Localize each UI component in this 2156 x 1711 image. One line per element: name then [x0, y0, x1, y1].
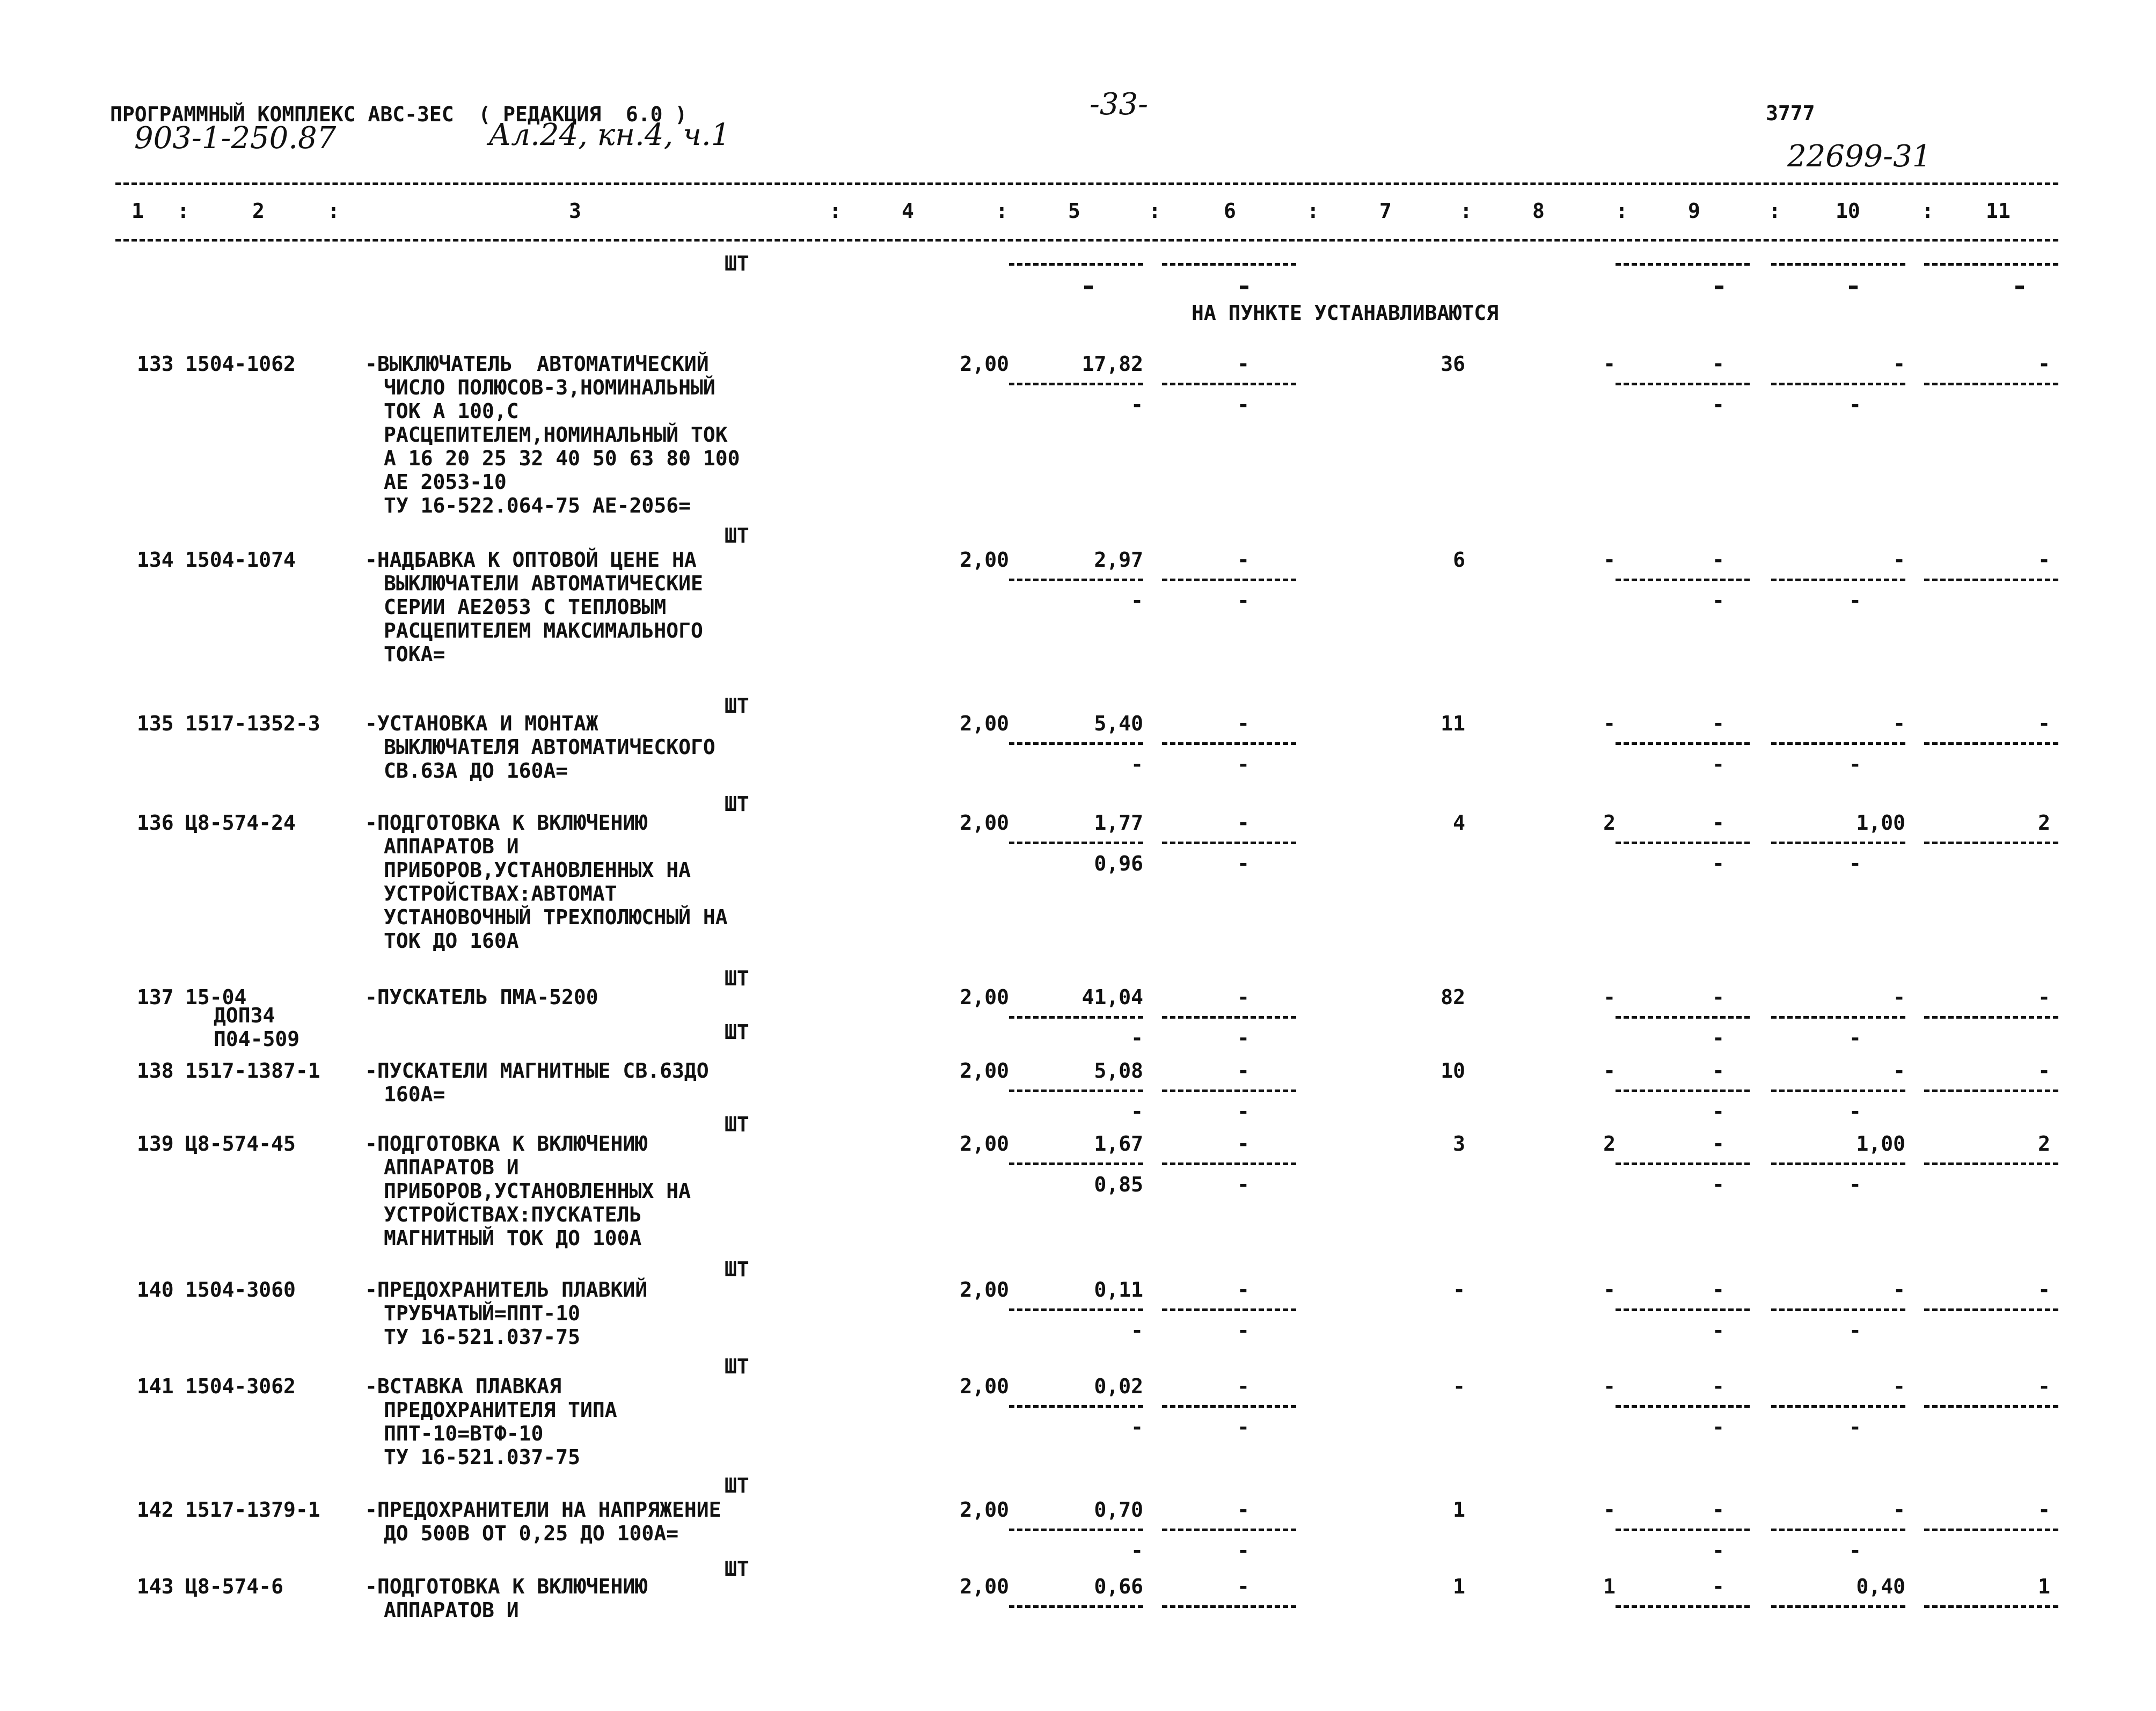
- item-col8: -: [1603, 1059, 1616, 1083]
- item-col5: 1,67: [1094, 1132, 1143, 1156]
- item-quantity: 2,00: [960, 712, 1009, 735]
- col-10: 10: [1836, 199, 1860, 223]
- dash-rule: [1162, 1090, 1296, 1092]
- dash-rule: [1009, 742, 1143, 745]
- item-number: 140: [137, 1278, 174, 1301]
- dash-rule: [1924, 1016, 2058, 1019]
- item-code: 1504-1062: [185, 352, 296, 376]
- item-quantity: 2,00: [960, 1575, 1009, 1598]
- item-description-line: АППАРАТОВ И: [384, 1156, 519, 1179]
- item-description-line: УСТРОЙСТВАХ:ПУСКАТЕЛЬ: [384, 1203, 642, 1226]
- dash-rule: [1009, 1162, 1143, 1165]
- item-code: 1504-3062: [185, 1374, 296, 1398]
- dash-rule: [1771, 742, 1905, 745]
- item-col10: -: [1893, 985, 1905, 1009]
- dash-rule: [1162, 1605, 1296, 1608]
- item-col9: -: [1712, 352, 1724, 376]
- item-col7: 11: [1441, 712, 1465, 735]
- dash-rule: [1924, 1090, 2058, 1092]
- dash-rule: [1771, 1405, 1905, 1408]
- col-8: 8: [1532, 199, 1545, 223]
- item-description-line: РАСЦЕПИТЕЛЕМ,НОМИНАЛЬНЫЙ ТОК: [384, 423, 728, 447]
- dash-rule: [1616, 383, 1750, 385]
- item-code: 1504-1074: [185, 548, 296, 572]
- handwritten-doc-code: 903-1-250.87: [134, 121, 337, 156]
- item-col11: -: [2038, 1498, 2050, 1522]
- item-description-line: ТОКА=: [384, 642, 445, 666]
- item-col9-sub: -: [1712, 852, 1724, 875]
- item-number: 134: [137, 548, 174, 572]
- handwritten-archive-code: 22699-31: [1787, 139, 1932, 174]
- dash-rule: [1771, 263, 1905, 266]
- dash-rule: [1616, 1605, 1750, 1608]
- item-col10: -: [1893, 1278, 1905, 1301]
- item-number: 133: [137, 352, 174, 376]
- item-quantity: 2,00: [960, 985, 1009, 1009]
- dash-rule: [1009, 842, 1143, 844]
- item-number: 141: [137, 1374, 174, 1398]
- item-code: Ц8-574-6: [185, 1575, 284, 1598]
- dash-rule: [1924, 1529, 2058, 1531]
- item-col9-sub: -: [1712, 1173, 1724, 1196]
- item-col5: 5,08: [1094, 1059, 1143, 1083]
- col-sep: :: [829, 199, 842, 223]
- item-col10: -: [1893, 1059, 1905, 1083]
- item-col7: 1: [1453, 1575, 1465, 1598]
- item-col7: 1: [1453, 1498, 1465, 1522]
- item-code: 1517-1379-1: [185, 1498, 320, 1522]
- item-unit: ШТ: [725, 524, 749, 547]
- col-7: 7: [1379, 199, 1392, 223]
- dash-rule: [1616, 1162, 1750, 1165]
- dash-rule: [1009, 1405, 1143, 1408]
- dash-rule: [1162, 1405, 1296, 1408]
- dash-rule: [1009, 579, 1143, 581]
- item-description-line: АЕ 2053-10: [384, 470, 507, 494]
- item-description-line: -ВЫКЛЮЧАТЕЛЬ АВТОМАТИЧЕСКИЙ: [365, 352, 709, 376]
- dash-mark: [1849, 286, 1858, 289]
- item-col5: 0,66: [1094, 1575, 1143, 1598]
- item-quantity: 2,00: [960, 811, 1009, 835]
- item-col5: 0,02: [1094, 1374, 1143, 1398]
- item-description-line: ТУ 16-521.037-75: [384, 1325, 581, 1349]
- dash-rule: [1771, 842, 1905, 844]
- dash-rule: [1162, 1529, 1296, 1531]
- item-unit: ШТ: [725, 1257, 749, 1281]
- dash-rule: [1162, 579, 1296, 581]
- item-number: 138: [137, 1059, 174, 1083]
- item-description-line: -ПОДГОТОВКА К ВКЛЮЧЕНИЮ: [365, 811, 648, 835]
- item-number: 135: [137, 712, 174, 735]
- item-unit: ШТ: [725, 694, 749, 718]
- item-description-line: -ПУСКАТЕЛЬ ПМА-5200: [365, 985, 598, 1009]
- item-col5-sub: -: [1131, 752, 1143, 776]
- item-col8: 2: [1603, 811, 1616, 835]
- item-col8: 1: [1603, 1575, 1616, 1598]
- dash-rule: [1771, 1162, 1905, 1165]
- item-description-line: ПРИБОРОВ,УСТАНОВЛЕННЫХ НА: [384, 1179, 691, 1203]
- item-description-line: РАСЦЕПИТЕЛЕМ МАКСИМАЛЬНОГО: [384, 619, 703, 642]
- item-col11: -: [2038, 712, 2050, 735]
- item-description-line: ВЫКЛЮЧАТЕЛИ АВТОМАТИЧЕСКИЕ: [384, 572, 703, 595]
- dash-rule: [1771, 1529, 1905, 1531]
- dash-rule: [1924, 1308, 2058, 1311]
- item-col6-sub: -: [1237, 1319, 1249, 1342]
- dash-rule: [1924, 742, 2058, 745]
- top-right-number: 3777: [1766, 101, 1815, 125]
- item-col7: -: [1453, 1374, 1465, 1398]
- item-unit: ШТ: [725, 1474, 749, 1497]
- item-col9-sub: -: [1712, 393, 1724, 416]
- item-description-line: АППАРАТОВ И: [384, 1598, 519, 1622]
- dash-rule: [1162, 1162, 1296, 1165]
- item-col9: -: [1712, 1575, 1724, 1598]
- item-col9-sub: -: [1712, 1026, 1724, 1050]
- dash-rule: [1616, 1308, 1750, 1311]
- item-col9-sub: -: [1712, 589, 1724, 612]
- dash-rule: [1009, 1308, 1143, 1311]
- item-number: 142: [137, 1498, 174, 1522]
- dash-rule: [1616, 1016, 1750, 1019]
- item-col9: -: [1712, 1132, 1724, 1156]
- item-description-line: -ПОДГОТОВКА К ВКЛЮЧЕНИЮ: [365, 1575, 648, 1598]
- item-unit: ШТ: [725, 1355, 749, 1378]
- item-col5: 5,40: [1094, 712, 1143, 735]
- item-unit: ШТ: [725, 1557, 749, 1581]
- item-col7: 4: [1453, 811, 1465, 835]
- item-col10-sub: -: [1849, 752, 1861, 776]
- item-col10: 0,40: [1856, 1575, 1905, 1598]
- col-sep: :: [327, 199, 340, 223]
- item-quantity: 2,00: [960, 1498, 1009, 1522]
- dash-mark: [1240, 286, 1248, 289]
- dash-rule: [1924, 263, 2058, 266]
- item-number: 137: [137, 985, 174, 1009]
- dash-rule: [1009, 1016, 1143, 1019]
- item-description-line: А 16 20 25 32 40 50 63 80 100: [384, 447, 740, 470]
- item-code: 15-04: [185, 985, 247, 1009]
- item-col10-sub: -: [1849, 1415, 1861, 1439]
- item-col6: -: [1237, 1374, 1249, 1398]
- item-col10-sub: -: [1849, 852, 1861, 875]
- col-6: 6: [1224, 199, 1236, 223]
- item-col6: -: [1237, 811, 1249, 835]
- item-col6: -: [1237, 1575, 1249, 1598]
- item-description-line: ВЫКЛЮЧАТЕЛЯ АВТОМАТИЧЕСКОГО: [384, 735, 715, 759]
- item-col9: -: [1712, 1374, 1724, 1398]
- item-col11: -: [2038, 1059, 2050, 1083]
- col-sep: :: [1768, 199, 1781, 223]
- col-sep: :: [1149, 199, 1161, 223]
- item-description-line: ТУ 16-522.064-75 АЕ-2056=: [384, 494, 691, 517]
- dash-rule: [1616, 1529, 1750, 1531]
- item-code: Ц8-574-24: [185, 811, 296, 835]
- item-col5: 0,11: [1094, 1278, 1143, 1301]
- item-col6: -: [1237, 352, 1249, 376]
- item-description-line: -УСТАНОВКА И МОНТАЖ: [365, 712, 598, 735]
- dash-rule: [1162, 842, 1296, 844]
- item-description-line: -ПРЕДОХРАНИТЕЛЬ ПЛАВКИЙ: [365, 1278, 648, 1301]
- dash-rule: [1009, 1090, 1143, 1092]
- item-description-line: -ПРЕДОХРАНИТЕЛИ НА НАПРЯЖЕНИЕ: [365, 1498, 721, 1522]
- item-col9-sub: -: [1712, 752, 1724, 776]
- dash-rule: [1162, 742, 1296, 745]
- item-col10-sub: -: [1849, 1539, 1861, 1562]
- item-col5-sub: 0,85: [1094, 1173, 1143, 1196]
- item-col10: -: [1893, 352, 1905, 376]
- item-col5-sub: -: [1131, 1415, 1143, 1439]
- dash-rule: [1616, 742, 1750, 745]
- item-quantity: 2,00: [960, 548, 1009, 572]
- item-col9: -: [1712, 1059, 1724, 1083]
- item-col11: 2: [2038, 1132, 2050, 1156]
- item-col11: 1: [2038, 1575, 2050, 1598]
- dash-rule: [1924, 1405, 2058, 1408]
- column-header: [0, 199, 2156, 225]
- col-sep: :: [1307, 199, 1319, 223]
- item-col6: -: [1237, 985, 1249, 1009]
- item-col8: -: [1603, 1374, 1616, 1398]
- item-col10-sub: -: [1849, 589, 1861, 612]
- dash-mark: [1084, 286, 1093, 289]
- item-description-line: ЧИСЛО ПОЛЮСОВ-3,НОМИНАЛЬНЫЙ: [384, 376, 715, 399]
- item-col8: -: [1603, 352, 1616, 376]
- item-col10: -: [1893, 712, 1905, 735]
- item-col11: -: [2038, 548, 2050, 572]
- item-col5-sub: -: [1131, 1319, 1143, 1342]
- dash-rule: [1616, 842, 1750, 844]
- dash-rule: [1616, 263, 1750, 266]
- item-col5-sub: -: [1131, 1026, 1143, 1050]
- item-description-line: 160А=: [384, 1083, 445, 1106]
- col-4: 4: [902, 199, 914, 223]
- section-note: НА ПУНКТЕ УСТАНАВЛИВАЮТСЯ: [1192, 301, 1499, 325]
- item-col10: -: [1893, 548, 1905, 572]
- item-col5: 2,97: [1094, 548, 1143, 572]
- dash-rule: [1616, 1405, 1750, 1408]
- col-5: 5: [1068, 199, 1080, 223]
- item-col7: 6: [1453, 548, 1465, 572]
- item-quantity: 2,00: [960, 1374, 1009, 1398]
- item-col6: -: [1237, 1278, 1249, 1301]
- item-col10-sub: -: [1849, 1026, 1861, 1050]
- item-description-line: ТОК А 100,С: [384, 399, 519, 423]
- item-col9: -: [1712, 548, 1724, 572]
- item-col8: -: [1603, 1278, 1616, 1301]
- item-col11: -: [2038, 352, 2050, 376]
- item-col6: -: [1237, 1498, 1249, 1522]
- item-col5: 1,77: [1094, 811, 1143, 835]
- item-col5-sub: -: [1131, 1100, 1143, 1123]
- dash-rule: [1162, 383, 1296, 385]
- header-top-rule: [115, 182, 2058, 185]
- item-description-line: ТУ 16-521.037-75: [384, 1445, 581, 1469]
- item-number: 136: [137, 811, 174, 835]
- col-11: 11: [1986, 199, 2011, 223]
- dash-rule: [1009, 263, 1143, 266]
- item-col6-sub: -: [1237, 1026, 1249, 1050]
- item-description-line: -ПУСКАТЕЛИ МАГНИТНЫЕ СВ.63ДО: [365, 1059, 709, 1083]
- dash-mark: [1715, 286, 1723, 289]
- dash-rule: [1616, 579, 1750, 581]
- item-col9-sub: -: [1712, 1415, 1724, 1439]
- item-unit: ШТ: [725, 1020, 749, 1044]
- dash-rule: [1924, 579, 2058, 581]
- item-col9-sub: -: [1712, 1539, 1724, 1562]
- item-col5-sub: -: [1131, 393, 1143, 416]
- item-quantity: 2,00: [960, 1132, 1009, 1156]
- top-unit: ШТ: [725, 252, 749, 275]
- item-description-line: -НАДБАВКА К ОПТОВОЙ ЦЕНЕ НА: [365, 548, 697, 572]
- dash-rule: [1924, 1162, 2058, 1165]
- header-bottom-rule: [115, 239, 2058, 242]
- item-description-line: ДО 500В ОТ 0,25 ДО 100А=: [384, 1522, 679, 1545]
- dash-rule: [1771, 383, 1905, 385]
- item-description-line: -ВСТАВКА ПЛАВКАЯ: [365, 1374, 562, 1398]
- item-col10-sub: -: [1849, 1173, 1861, 1196]
- item-description-line: ТРУБЧАТЫЙ=ППТ-10: [384, 1301, 581, 1325]
- item-unit: ШТ: [725, 967, 749, 990]
- item-unit: ШТ: [725, 1113, 749, 1136]
- item-col6-sub: -: [1237, 1100, 1249, 1123]
- dash-rule: [1771, 1090, 1905, 1092]
- item-col6: -: [1237, 548, 1249, 572]
- col-sep: :: [177, 199, 189, 223]
- col-2: 2: [252, 199, 265, 223]
- item-col10: -: [1893, 1374, 1905, 1398]
- dash-rule: [1924, 383, 2058, 385]
- item-code-extra: П04-509: [214, 1027, 300, 1051]
- col-sep: :: [1460, 199, 1472, 223]
- item-col11: 2: [2038, 811, 2050, 835]
- item-quantity: 2,00: [960, 1278, 1009, 1301]
- item-col8: -: [1603, 548, 1616, 572]
- dash-rule: [1771, 1605, 1905, 1608]
- item-col7: 36: [1441, 352, 1465, 376]
- item-col6-sub: -: [1237, 393, 1249, 416]
- item-col9-sub: -: [1712, 1319, 1724, 1342]
- item-col8: -: [1603, 985, 1616, 1009]
- item-col5: 17,82: [1081, 352, 1143, 376]
- col-sep: :: [1921, 199, 1934, 223]
- item-description-line: ПРИБОРОВ,УСТАНОВЛЕННЫХ НА: [384, 858, 691, 882]
- dash-mark: [2015, 286, 2024, 289]
- program-line: ПРОГРАММНЫЙ КОМПЛЕКС АВС-3ЕС ( РЕДАКЦИЯ 6.0 ): [110, 103, 688, 126]
- item-col6-sub: -: [1237, 1415, 1249, 1439]
- dash-rule: [1924, 1605, 2058, 1608]
- dash-rule: [1162, 1016, 1296, 1019]
- item-number: 143: [137, 1575, 174, 1598]
- dash-rule: [1162, 263, 1296, 266]
- dash-rule: [1771, 1308, 1905, 1311]
- dash-rule: [1771, 579, 1905, 581]
- item-col10: -: [1893, 1498, 1905, 1522]
- item-code: 1517-1352-3: [185, 712, 320, 735]
- item-description-line: СЕРИИ АЕ2053 С ТЕПЛОВЫМ: [384, 595, 667, 619]
- item-col9-sub: -: [1712, 1100, 1724, 1123]
- dash-rule: [1924, 842, 2058, 844]
- item-col7: 3: [1453, 1132, 1465, 1156]
- item-col7: 10: [1441, 1059, 1465, 1083]
- item-col6-sub: -: [1237, 852, 1249, 875]
- item-col6: -: [1237, 1059, 1249, 1083]
- item-col5: 0,70: [1094, 1498, 1143, 1522]
- dash-rule: [1771, 1016, 1905, 1019]
- item-col7: -: [1453, 1278, 1465, 1301]
- item-description-line: СВ.63А ДО 160А=: [384, 759, 568, 783]
- item-quantity: 2,00: [960, 352, 1009, 376]
- dash-rule: [1162, 1308, 1296, 1311]
- item-quantity: 2,00: [960, 1059, 1009, 1083]
- item-code-extra: ДОП34: [214, 1004, 275, 1027]
- item-code: 1504-3060: [185, 1278, 296, 1301]
- item-col9: -: [1712, 811, 1724, 835]
- item-col9: -: [1712, 985, 1724, 1009]
- item-col6-sub: -: [1237, 1539, 1249, 1562]
- col-sep: :: [1616, 199, 1628, 223]
- item-col10-sub: -: [1849, 1100, 1861, 1123]
- item-col9: -: [1712, 712, 1724, 735]
- item-description-line: -ПОДГОТОВКА К ВКЛЮЧЕНИЮ: [365, 1132, 648, 1156]
- col-1: 1: [131, 199, 144, 223]
- item-col5-sub: -: [1131, 589, 1143, 612]
- item-col11: -: [2038, 985, 2050, 1009]
- item-description-line: МАГНИТНЫЙ ТОК ДО 100А: [384, 1226, 642, 1250]
- dash-rule: [1009, 383, 1143, 385]
- item-unit: ШТ: [725, 792, 749, 816]
- item-col8: -: [1603, 712, 1616, 735]
- dash-rule: [1009, 1605, 1143, 1608]
- page-mark: -33-: [1090, 87, 1149, 122]
- item-description-line: УСТАНОВОЧНЫЙ ТРЕХПОЛЮСНЫЙ НА: [384, 905, 728, 929]
- item-col8: 2: [1603, 1132, 1616, 1156]
- item-col6-sub: -: [1237, 589, 1249, 612]
- handwritten-volume-ref: Ал.24, кн.4, ч.1: [488, 118, 730, 152]
- item-description-line: АППАРАТОВ И: [384, 835, 519, 858]
- item-code: Ц8-574-45: [185, 1132, 296, 1156]
- item-col5-sub: -: [1131, 1539, 1143, 1562]
- item-description-line: ТОК ДО 160А: [384, 929, 519, 953]
- item-code: 1517-1387-1: [185, 1059, 320, 1083]
- col-sep: :: [996, 199, 1008, 223]
- item-col10: 1,00: [1856, 811, 1905, 835]
- item-col8: -: [1603, 1498, 1616, 1522]
- item-col6: -: [1237, 1132, 1249, 1156]
- item-col5: 41,04: [1081, 985, 1143, 1009]
- item-col11: -: [2038, 1278, 2050, 1301]
- item-description-line: ППТ-10=ВТФ-10: [384, 1422, 544, 1445]
- item-col11: -: [2038, 1374, 2050, 1398]
- item-col10-sub: -: [1849, 393, 1861, 416]
- item-col6-sub: -: [1237, 752, 1249, 776]
- dash-rule: [1616, 1090, 1750, 1092]
- dash-rule: [1009, 1529, 1143, 1531]
- item-col7: 82: [1441, 985, 1465, 1009]
- col-9: 9: [1688, 199, 1700, 223]
- item-description-line: УСТРОЙСТВАХ:АВТОМАТ: [384, 882, 617, 905]
- item-col9: -: [1712, 1498, 1724, 1522]
- item-col6: -: [1237, 712, 1249, 735]
- col-3: 3: [569, 199, 581, 223]
- item-col10: 1,00: [1856, 1132, 1905, 1156]
- item-col6-sub: -: [1237, 1173, 1249, 1196]
- item-col10-sub: -: [1849, 1319, 1861, 1342]
- item-col9: -: [1712, 1278, 1724, 1301]
- item-description-line: ПРЕДОХРАНИТЕЛЯ ТИПА: [384, 1398, 617, 1422]
- item-col5-sub: 0,96: [1094, 852, 1143, 875]
- item-number: 139: [137, 1132, 174, 1156]
